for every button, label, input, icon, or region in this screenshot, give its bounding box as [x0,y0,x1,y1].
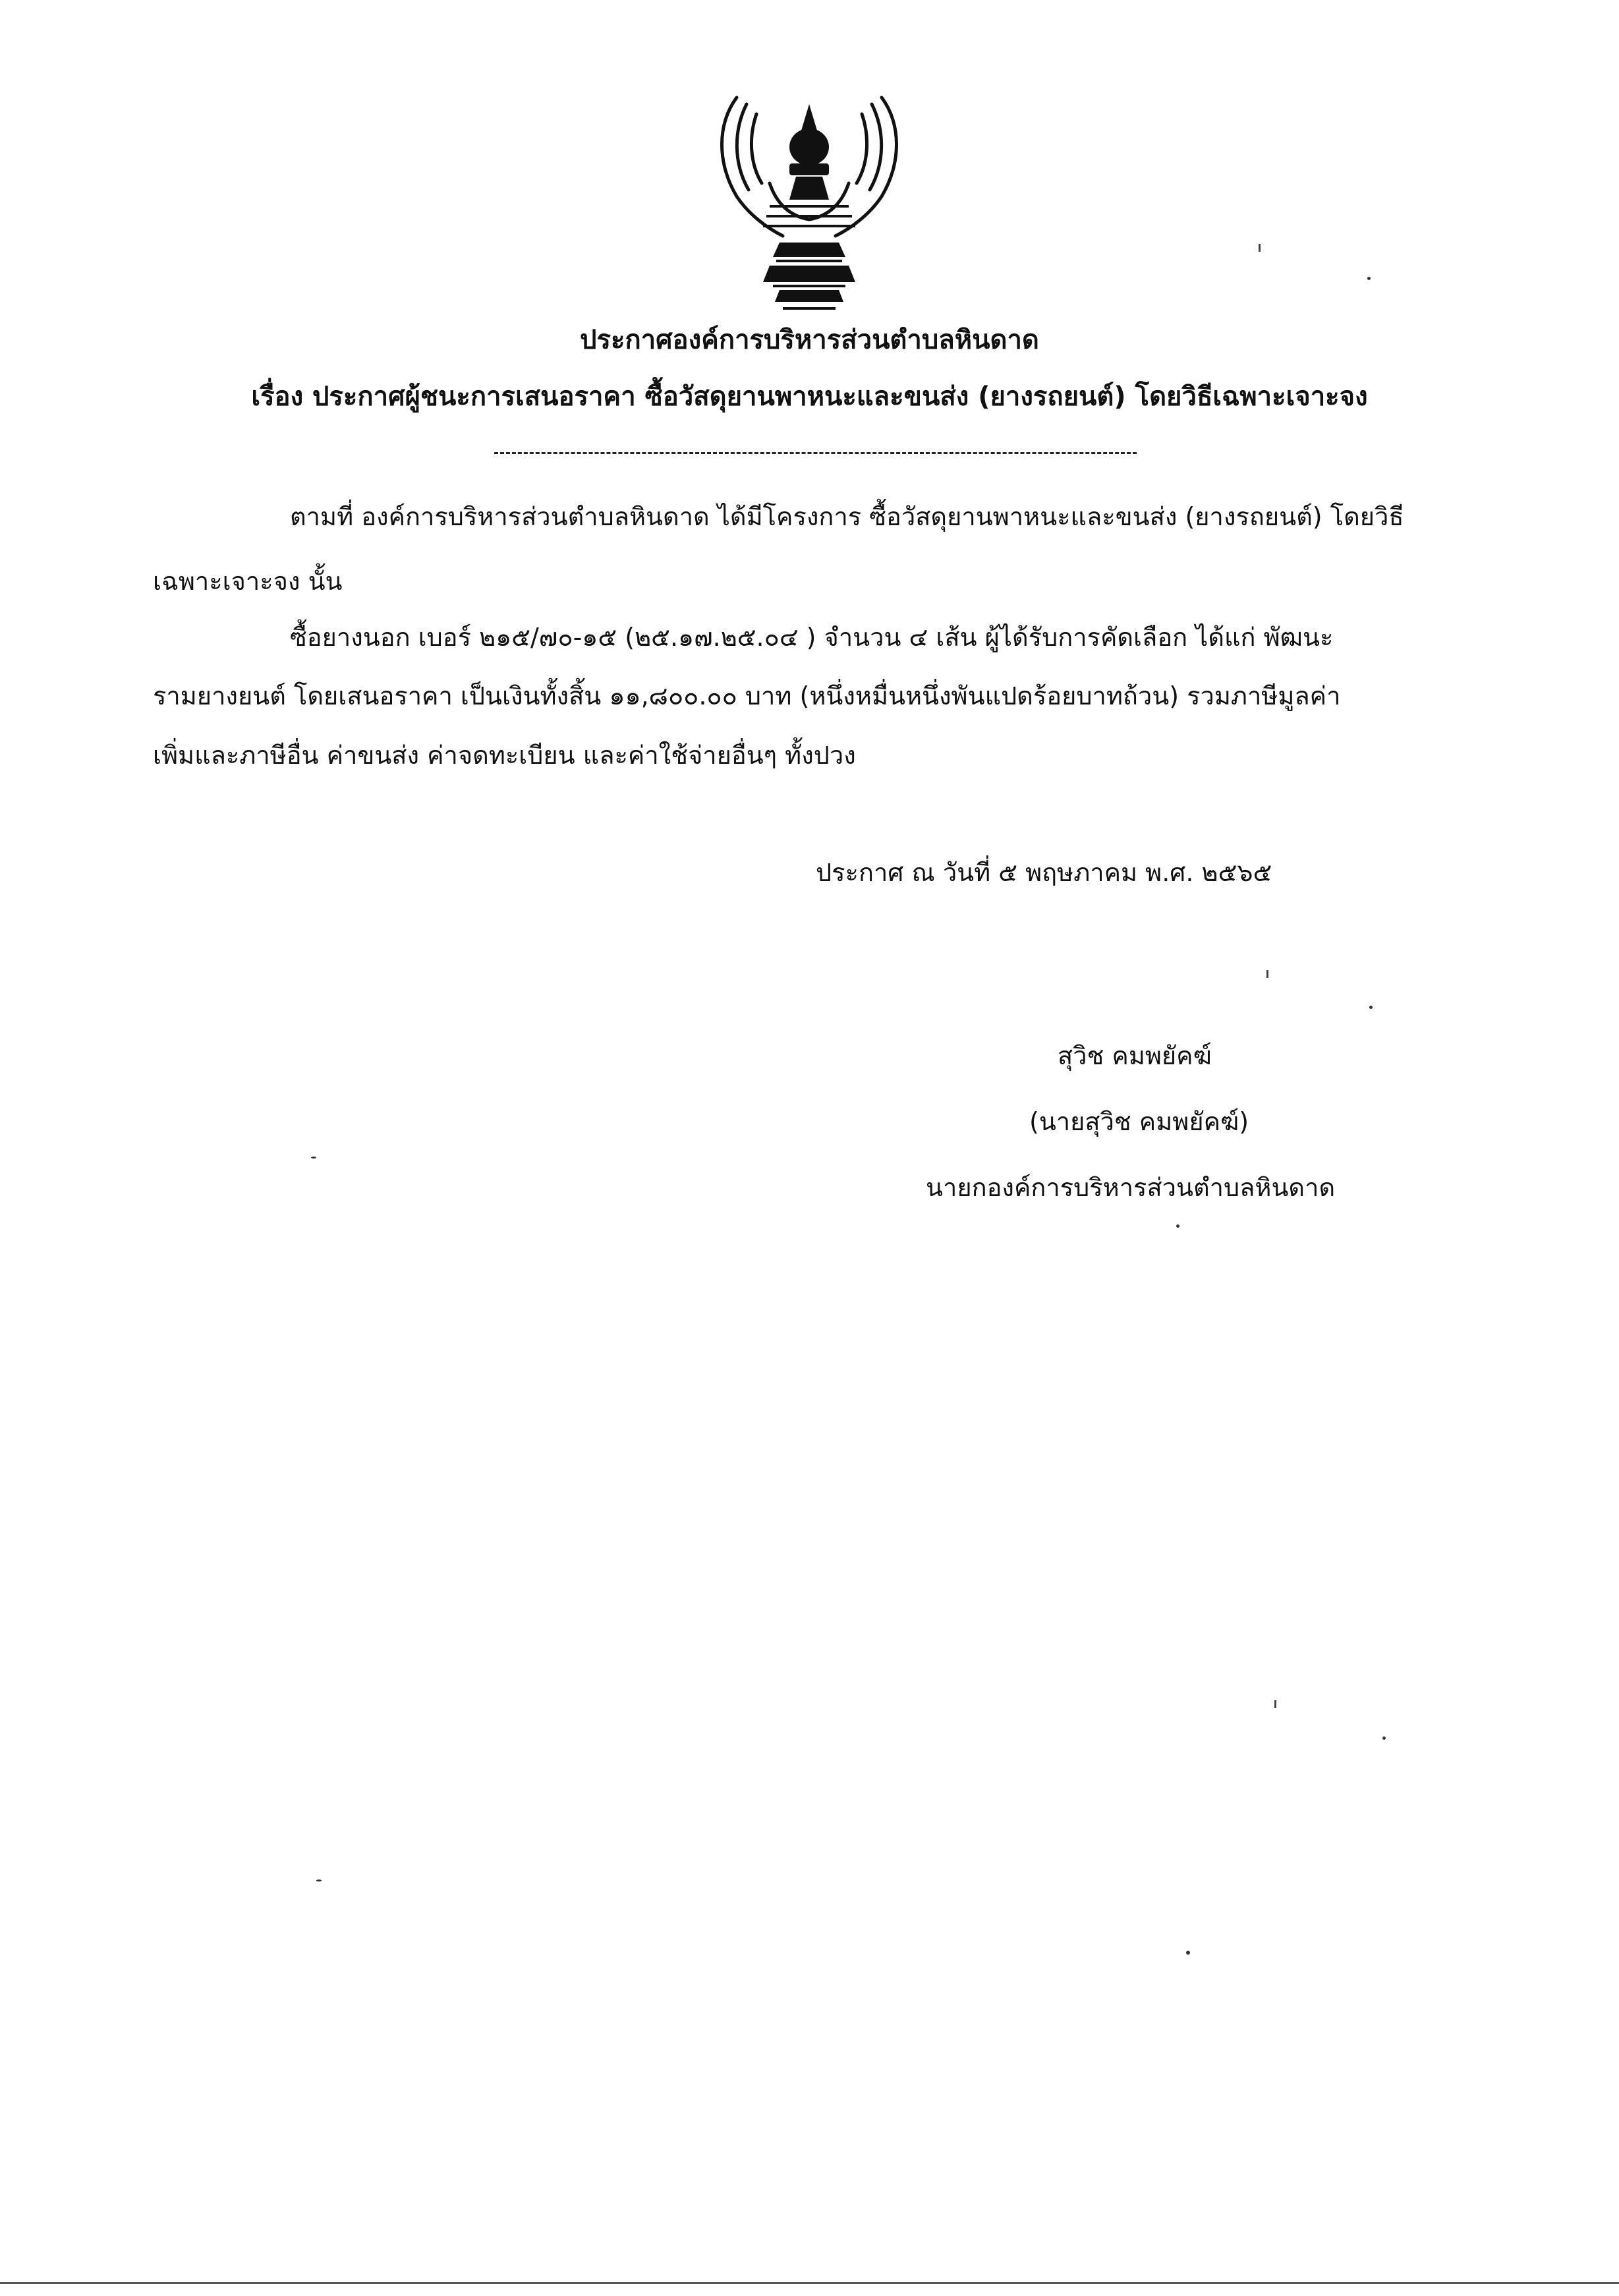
title-divider [494,452,1137,454]
announcement-date: ประกาศ ณ วันที่ ๕ พฤษภาคม พ.ศ. ๒๕๖๕ [816,858,1272,887]
garuda-emblem-icon [697,84,921,316]
scan-speck [316,1880,322,1881]
paragraph-2-line-2: รามยางยนต์ โดยเสนอราคา เป็นเงินทั้งสิ้น ๑๑,๘๐๐.๐๐ บาท (หนึ่งหมื่นหนึ่งพันแปดร้อยบาทถ้วน) รวมภาษีมูลค่า [153,681,1341,710]
paragraph-1-line-2: เฉพาะเจาะจง นั้น [153,567,343,596]
signature-name: สุวิช คมพยัคฆ์ [1058,1041,1212,1070]
scan-speck [1266,970,1268,978]
scan-speck [311,1157,316,1159]
scan-speck [1382,1736,1386,1740]
paragraph-1-line-1: ตามที่ องค์การบริหารส่วนตำบลหินดาด ได้มีโครงการ ซื้อวัสดุยานพาหนะและขนส่ง (ยางรถยนต์) โดยวิธี [290,502,1404,531]
announcement-title: ประกาศองค์การบริหารส่วนตำบลหินดาด [580,325,1039,355]
scan-speck [1367,277,1371,280]
signatory-position: นายกองค์การบริหารส่วนตำบลหินดาด [926,1173,1336,1202]
scan-speck [1259,244,1261,252]
scan-speck [1186,1951,1190,1955]
scan-speck [1274,1700,1276,1708]
scan-edge-line [0,2282,1619,2284]
paragraph-2-line-1: ซื้อยางนอก เบอร์ ๒๑๕/๗๐-๑๕ (๒๕.๑๗.๒๕.๐๔ ) จำนวน ๔ เส้น ผู้ได้รับการคัดเลือก ได้แก่ พัฒนะ [290,623,1334,652]
announcement-subject: เรื่อง ประกาศผู้ชนะการเสนอราคา ซื้อวัสดุยานพาหนะและขนส่ง (ยางรถยนต์) โดยวิธีเฉพาะเจาะจง [251,382,1368,412]
scan-speck [1369,1006,1373,1009]
scan-speck [1176,1224,1179,1228]
signatory-full-name: (นายสุวิช คมพยัคฆ์) [1029,1107,1249,1136]
paragraph-2-line-3: เพิ่มและภาษีอื่น ค่าขนส่ง ค่าจดทะเบียน และค่าใช้จ่ายอื่นๆ ทั้งปวง [153,741,856,770]
